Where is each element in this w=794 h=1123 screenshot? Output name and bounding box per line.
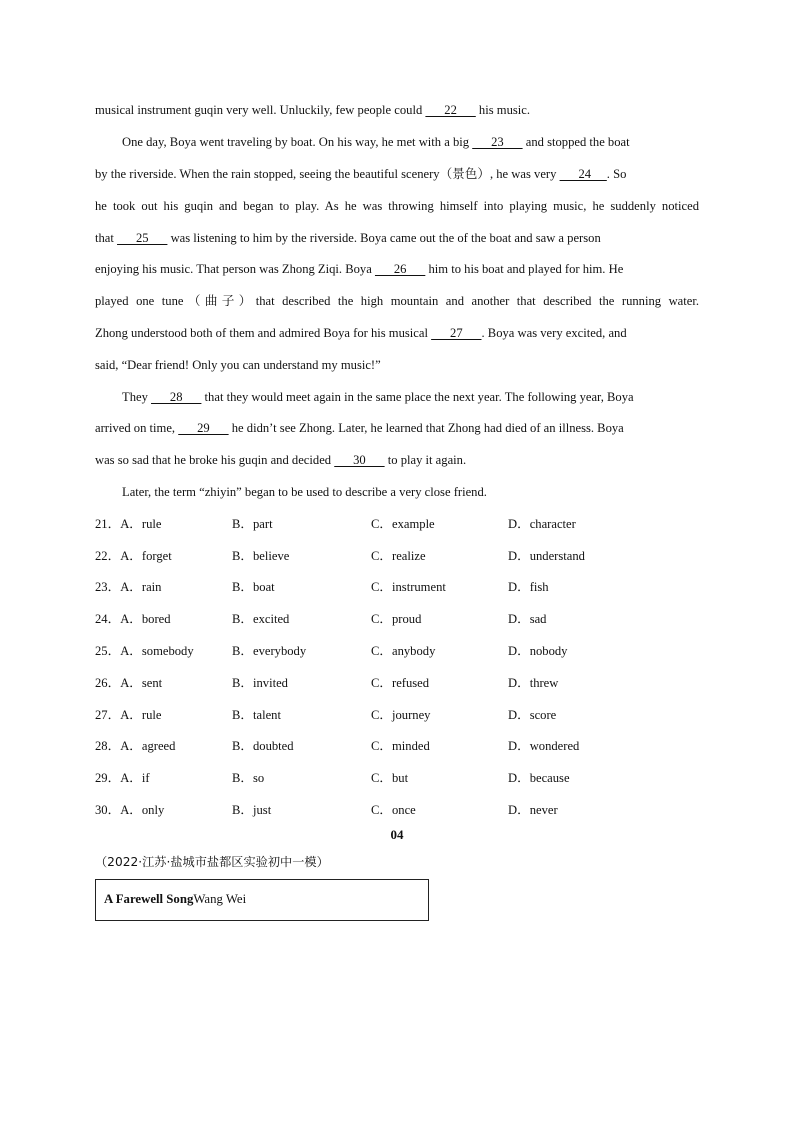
blank-29: 29 — [178, 421, 229, 435]
passage-line — [95, 291, 699, 311]
text: to play it again. — [384, 453, 467, 467]
blank-26: 26 — [374, 262, 426, 276]
blank-25: 25 — [117, 231, 168, 245]
section-number: 04 — [390, 827, 404, 842]
option-b: B．doubted — [232, 739, 294, 753]
text: One day, Boya went traveling by boat. On his way, he met with a big — [122, 135, 473, 149]
option-d: D．score — [508, 708, 557, 722]
option-a: 30．A．only — [95, 803, 165, 817]
text: he didn’t see Zhong. Later, he learned that Zhong had died of an illness. Boya — [228, 421, 624, 435]
text: was listening to him by the riverside. Boya came out the of the boat and saw a person — [167, 231, 601, 245]
option-a: 28．A．agreed — [95, 739, 176, 753]
passage-line — [122, 132, 699, 152]
blank-28: 28 — [151, 390, 202, 404]
option-c: C．realize — [371, 549, 426, 563]
text: played one tune（曲子）that described the high mountain and another that described the running water. — [95, 294, 699, 308]
option-b: B．just — [232, 803, 272, 817]
option-d: D．wondered — [508, 739, 580, 753]
option-c: C．anybody — [371, 644, 436, 658]
option-d: D．nobody — [508, 644, 568, 658]
question-row — [95, 577, 699, 597]
box-author: Wang Wei — [193, 892, 247, 906]
option-d: D．sad — [508, 612, 547, 626]
passage-line — [95, 196, 699, 216]
blank-27: 27 — [431, 326, 482, 340]
passage-line — [95, 450, 699, 470]
text: said, “Dear friend! Only you can understand my music!” — [95, 358, 381, 372]
text: Zhong understood both of them and admired Boya for his musical — [95, 326, 432, 340]
option-c: C．once — [371, 803, 416, 817]
option-d: D．threw — [508, 676, 559, 690]
passage-line — [95, 100, 699, 120]
source-note: （2022·江苏·盐城市盐都区实验初中一模） — [95, 855, 329, 869]
question-row — [95, 673, 699, 693]
option-a: 29．A．if — [95, 771, 150, 785]
option-d: D．character — [508, 517, 576, 531]
passage-line — [95, 164, 699, 184]
text: was so sad that he broke his guqin and decided — [95, 453, 335, 467]
question-row — [95, 641, 699, 661]
blank-22: 22 — [425, 103, 476, 117]
option-a: 22．A．forget — [95, 549, 172, 563]
question-row — [95, 768, 699, 788]
option-c: C．refused — [371, 676, 430, 690]
option-b: B．part — [232, 517, 273, 531]
text: him to his boat and played for him. He — [425, 262, 624, 276]
blank-23: 23 — [472, 135, 523, 149]
text: by the riverside. When the rain stopped, seeing the beautiful scenery（景色）, he was very — [95, 167, 560, 181]
question-row — [95, 546, 699, 566]
text: musical instrument guqin very well. Unluckily, few people could — [95, 103, 426, 117]
option-a: 24．A．bored — [95, 612, 171, 626]
passage-line — [95, 355, 699, 375]
box-title: A Farewell Song — [104, 892, 194, 906]
text: he took out his guqin and began to play. As he was throwing himself into playing music, he suddenly noticed — [95, 199, 699, 213]
option-a: 25．A．somebody — [95, 644, 194, 658]
text: They — [122, 390, 152, 404]
question-row — [95, 609, 699, 629]
option-c: C．journey — [371, 708, 431, 722]
option-a: 26．A．sent — [95, 676, 163, 690]
text: . Boya was very excited, and — [481, 326, 627, 340]
text: his music. — [475, 103, 531, 117]
option-b: B．excited — [232, 612, 290, 626]
text: that — [95, 231, 118, 245]
passage-line — [95, 323, 699, 343]
option-a: 27．A．rule — [95, 708, 162, 722]
option-b: B．boat — [232, 580, 275, 594]
question-row — [95, 705, 699, 725]
option-d: D．fish — [508, 580, 549, 594]
text: Later, the term “zhiyin” began to be used to describe a very close friend. — [122, 485, 487, 499]
option-b: B．so — [232, 771, 265, 785]
blank-24: 24 — [559, 167, 607, 181]
option-d: D．because — [508, 771, 570, 785]
question-row — [95, 736, 699, 756]
text: and stopped the boat — [522, 135, 630, 149]
option-b: B．talent — [232, 708, 281, 722]
option-a: 21．A．rule — [95, 517, 162, 531]
option-c: C．minded — [371, 739, 430, 753]
text: arrived on time, — [95, 421, 179, 435]
question-row — [95, 800, 699, 820]
title-box — [95, 879, 429, 921]
text: . So — [606, 167, 627, 181]
text: that they would meet again in the same place the next year. The following year, Boya — [201, 390, 634, 404]
blank-30: 30 — [334, 453, 385, 467]
passage-line — [122, 387, 699, 407]
passage-line — [95, 259, 699, 279]
option-a: 23．A．rain — [95, 580, 162, 594]
option-c: C．but — [371, 771, 409, 785]
option-d: D．never — [508, 803, 558, 817]
passage-line — [95, 418, 699, 438]
option-c: C．instrument — [371, 580, 446, 594]
option-c: C．proud — [371, 612, 422, 626]
option-b: B．everybody — [232, 644, 307, 658]
option-b: B．believe — [232, 549, 290, 563]
option-d: D．understand — [508, 549, 585, 563]
option-c: C．example — [371, 517, 435, 531]
text: enjoying his music. That person was Zhong Ziqi. Boya — [95, 262, 375, 276]
passage-line — [95, 228, 699, 248]
option-b: B．invited — [232, 676, 288, 690]
passage-line — [122, 482, 699, 502]
question-row — [95, 514, 699, 534]
